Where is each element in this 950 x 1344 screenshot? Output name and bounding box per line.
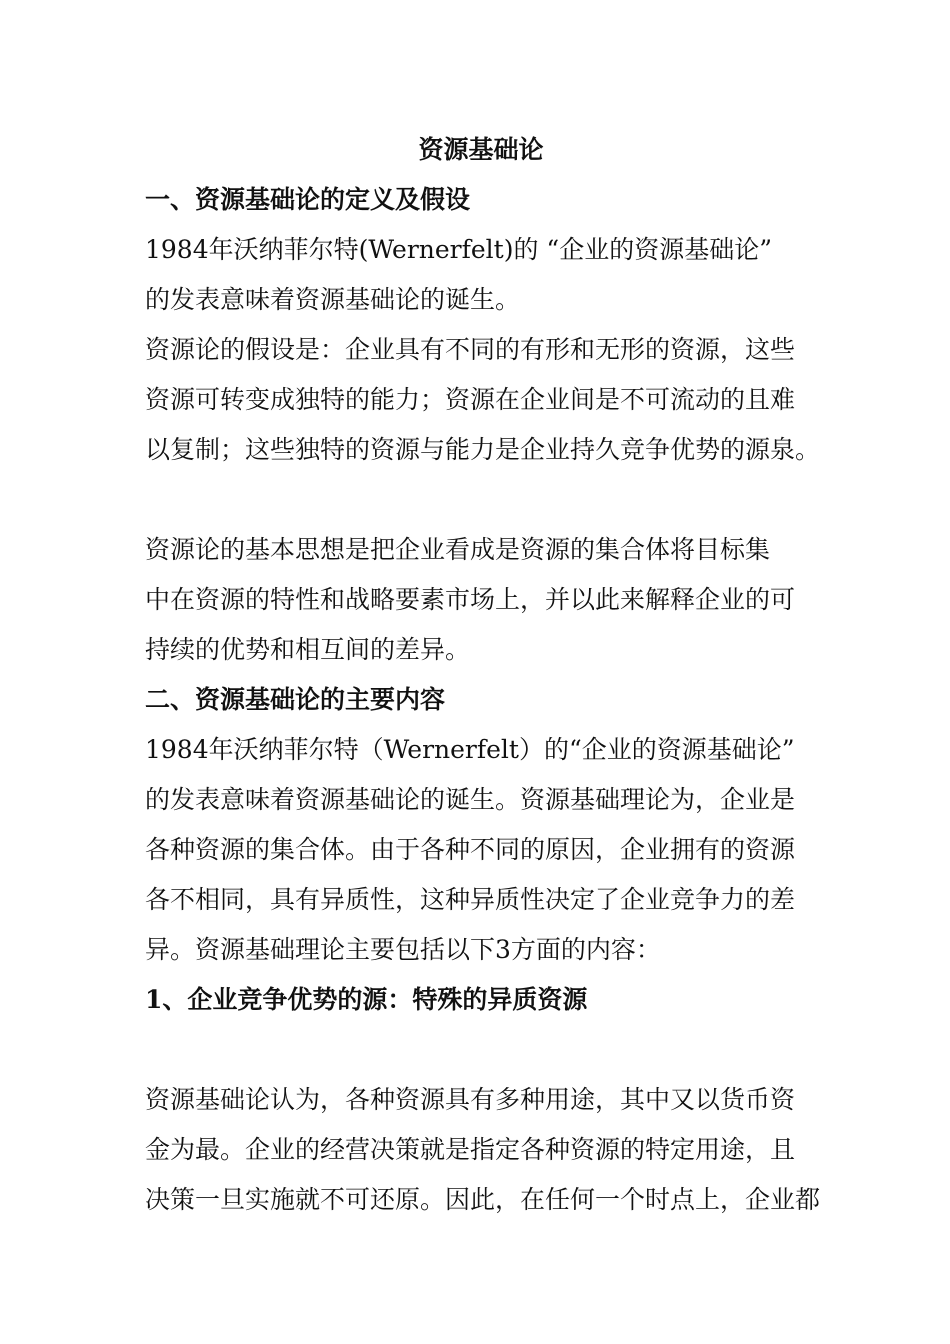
section-1-paragraph-1-line-1: 1984年沃纳菲尔特(Wernerfelt)的 “企业的资源基础论”: [145, 235, 772, 264]
section-1-heading: 一、资源基础论的定义及假设: [145, 185, 471, 214]
subsection-1-heading: 1、企业竞争优势的源：特殊的异质资源: [145, 985, 588, 1014]
section-1-paragraph-2-line-2: 资源可转变成独特的能力；资源在企业间是不可流动的且难: [145, 385, 796, 414]
section-2-paragraph-1-line-2: 的发表意味着资源基础论的诞生。资源基础理论为，企业是: [145, 785, 796, 814]
section-1-paragraph-1-line-2: 的发表意味着资源基础论的诞生。: [145, 285, 521, 314]
section-1-paragraph-3-line-2: 中在资源的特性和战略要素市场上，并以此来解释企业的可: [145, 585, 796, 614]
section-1-paragraph-3-line-3: 持续的优势和相互间的差异。: [145, 635, 471, 664]
section-2-paragraph-1-line-5: 异。资源基础理论主要包括以下3方面的内容：: [145, 935, 661, 964]
section-2-paragraph-2-line-1: 资源基础论认为，各种资源具有多种用途，其中又以货币资: [145, 1085, 796, 1114]
section-2-paragraph-1-line-4: 各不相同，具有异质性，这种异质性决定了企业竞争力的差: [145, 885, 796, 914]
section-2-paragraph-2-line-3: 决策一旦实施就不可还原。因此，在任何一个时点上，企业都: [145, 1185, 821, 1214]
section-1-paragraph-3-line-1: 资源论的基本思想是把企业看成是资源的集合体将目标集: [145, 535, 771, 564]
section-1-paragraph-2-line-1: 资源论的假设是：企业具有不同的有形和无形的资源，这些: [145, 335, 796, 364]
section-2-paragraph-1-line-1: 1984年沃纳菲尔特（Wernerfelt）的“企业的资源基础论”: [145, 735, 795, 764]
section-2-paragraph-2-line-2: 金为最。企业的经营决策就是指定各种资源的特定用途，且: [145, 1135, 796, 1164]
section-1-paragraph-2-line-3: 以复制；这些独特的资源与能力是企业持久竞争优势的源泉。: [145, 435, 821, 464]
section-2-paragraph-1-line-3: 各种资源的集合体。由于各种不同的原因，企业拥有的资源: [145, 835, 796, 864]
section-2-heading: 二、资源基础论的主要内容: [145, 685, 446, 714]
document-title: 资源基础论: [418, 135, 544, 164]
